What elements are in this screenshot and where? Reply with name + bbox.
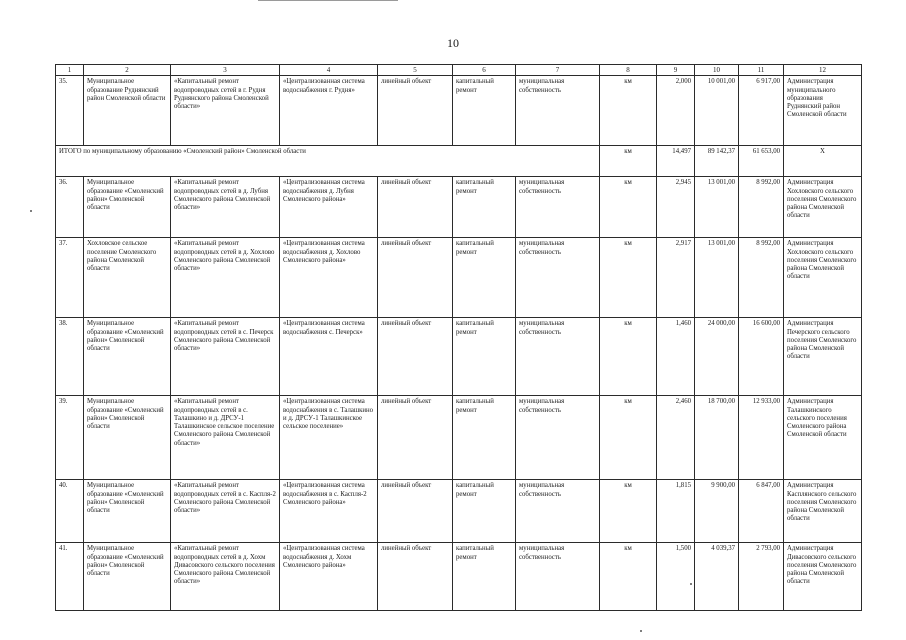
length-cell: 1,460 bbox=[657, 318, 695, 396]
object-type-cell: линейный объект bbox=[378, 238, 453, 318]
table-row bbox=[56, 177, 862, 238]
system-cell: «Централизованная система водоснабжения д. Лубня Смоленского района» bbox=[280, 177, 378, 238]
work-name-cell: «Капитальный ремонт водопроводных сетей в д. Лубня Смоленского района Смоленской области» bbox=[171, 177, 280, 238]
work-type-cell: капитальный ремонт bbox=[453, 238, 516, 318]
column-header: 1 bbox=[56, 65, 84, 76]
table-row bbox=[56, 543, 862, 611]
work-name-cell: «Капитальный ремонт водопроводных сетей в д. Хохлово Смоленского района Смоленской области» bbox=[171, 238, 280, 318]
cost-total-cell: 13 001,00 bbox=[695, 238, 739, 318]
unit-cell: км bbox=[600, 396, 657, 480]
system-cell: «Централизованная система водоснабжения с. Печерск» bbox=[280, 318, 378, 396]
length-cell: 1,500 bbox=[657, 543, 695, 611]
cost-part-cell: 6 917,00 bbox=[739, 76, 784, 146]
municipality-cell: Муниципальное образование «Смоленский район» Смоленской области bbox=[84, 396, 171, 480]
municipality-cell: Муниципальное образование «Смоленский район» Смоленской области bbox=[84, 318, 171, 396]
ownership-cell: муниципальная собственность bbox=[516, 238, 600, 318]
object-type-cell: линейный объект bbox=[378, 543, 453, 611]
column-header: 8 bbox=[600, 65, 657, 76]
column-header-row bbox=[56, 65, 862, 76]
ownership-cell: муниципальная собственность bbox=[516, 318, 600, 396]
row-number: 41. bbox=[56, 543, 84, 611]
cost-part-cell: 12 933,00 bbox=[739, 396, 784, 480]
column-header: 5 bbox=[378, 65, 453, 76]
cost-total-cell: 4 039,37 bbox=[695, 543, 739, 611]
objects-table bbox=[55, 64, 862, 611]
cost-part-cell: 6 847,00 bbox=[739, 480, 784, 543]
municipality-cell: Муниципальное образование «Смоленский район» Смоленской области bbox=[84, 177, 171, 238]
unit-cell: км bbox=[600, 76, 657, 146]
system-cell: «Централизованная система водоснабжения в с. Талашкино и д. ДРСУ-1 Талашкинское сельское поселение» bbox=[280, 396, 378, 480]
row-number: 36. bbox=[56, 177, 84, 238]
administration-cell: Администрация Печерского сельского поселения Смоленского района Смоленской области bbox=[784, 318, 862, 396]
object-type-cell: линейный объект bbox=[378, 76, 453, 146]
total-label: ИТОГО по муниципальному образованию «Смоленский район» Смоленской области bbox=[56, 146, 600, 177]
object-type-cell: линейный объект bbox=[378, 396, 453, 480]
ownership-cell: муниципальная собственность bbox=[516, 177, 600, 238]
length-cell: 2,460 bbox=[657, 396, 695, 480]
scan-speck bbox=[690, 583, 692, 585]
page-number: 10 bbox=[447, 36, 459, 50]
length-cell: 2,000 bbox=[657, 76, 695, 146]
row-number: 39. bbox=[56, 396, 84, 480]
total-cost: 89 142,37 bbox=[695, 146, 739, 177]
administration-cell: Администрация Хохловского сельского поселения Смоленского района Смоленской области bbox=[784, 177, 862, 238]
scan-speck bbox=[30, 210, 32, 212]
row-number: 35. bbox=[56, 76, 84, 146]
administration-cell: Администрация Хохловского сельского поселения Смоленского района Смоленской области bbox=[784, 238, 862, 318]
total-cost-part: 61 653,00 bbox=[739, 146, 784, 177]
top-rule bbox=[258, 0, 398, 1]
administration-cell: Администрация Касплянского сельского поселения Смоленского района Смоленской области bbox=[784, 480, 862, 543]
length-cell: 1,815 bbox=[657, 480, 695, 543]
work-type-cell: капитальный ремонт bbox=[453, 543, 516, 611]
ownership-cell: муниципальная собственность bbox=[516, 543, 600, 611]
ownership-cell: муниципальная собственность bbox=[516, 76, 600, 146]
column-header: 7 bbox=[516, 65, 600, 76]
length-cell: 2,917 bbox=[657, 238, 695, 318]
ownership-cell: муниципальная собственность bbox=[516, 396, 600, 480]
cost-total-cell: 9 900,00 bbox=[695, 480, 739, 543]
row-number: 37. bbox=[56, 238, 84, 318]
cost-total-cell: 18 700,00 bbox=[695, 396, 739, 480]
work-name-cell: «Капитальный ремонт водопроводных сетей в с. Талашкино и д. ДРСУ-1 Талашкинское сельское поселение Смоленского района Смоленской области» bbox=[171, 396, 280, 480]
administration-cell: Администрация муниципального образования Руднянский район Смоленской области bbox=[784, 76, 862, 146]
column-header: 9 bbox=[657, 65, 695, 76]
unit-cell: км bbox=[600, 177, 657, 238]
total-row bbox=[56, 146, 862, 177]
work-name-cell: «Капитальный ремонт водопроводных сетей в с. Печерск Смоленского района Смоленской области» bbox=[171, 318, 280, 396]
work-type-cell: капитальный ремонт bbox=[453, 177, 516, 238]
unit-cell: км bbox=[600, 318, 657, 396]
object-type-cell: линейный объект bbox=[378, 177, 453, 238]
cost-total-cell: 24 000,00 bbox=[695, 318, 739, 396]
municipality-cell: Муниципальное образование Руднянский район Смоленской области bbox=[84, 76, 171, 146]
total-mark: Х bbox=[784, 146, 862, 177]
work-type-cell: капитальный ремонт bbox=[453, 76, 516, 146]
table-row bbox=[56, 396, 862, 480]
administration-cell: Администрация Дивасовского сельского поселения Смоленского района Смоленской области bbox=[784, 543, 862, 611]
system-cell: «Централизованная система водоснабжения в с. Каспля-2 Смоленского района» bbox=[280, 480, 378, 543]
cost-part-cell: 8 992,00 bbox=[739, 177, 784, 238]
administration-cell: Администрация Талашкинского сельского поселения Смоленского района Смоленской области bbox=[784, 396, 862, 480]
work-type-cell: капитальный ремонт bbox=[453, 480, 516, 543]
cost-total-cell: 10 001,00 bbox=[695, 76, 739, 146]
unit-cell: км bbox=[600, 480, 657, 543]
ownership-cell: муниципальная собственность bbox=[516, 480, 600, 543]
work-name-cell: «Капитальный ремонт водопроводных сетей в г. Рудня Руднянского района Смоленской области» bbox=[171, 76, 280, 146]
work-type-cell: капитальный ремонт bbox=[453, 318, 516, 396]
scan-speck bbox=[640, 630, 642, 632]
length-cell: 2,945 bbox=[657, 177, 695, 238]
total-unit: км bbox=[600, 146, 657, 177]
column-header: 6 bbox=[453, 65, 516, 76]
cost-part-cell: 16 600,00 bbox=[739, 318, 784, 396]
work-name-cell: «Капитальный ремонт водопроводных сетей в с. Каспля-2 Смоленского района Смоленской области» bbox=[171, 480, 280, 543]
column-header: 2 bbox=[84, 65, 171, 76]
column-header: 10 bbox=[695, 65, 739, 76]
row-number: 40. bbox=[56, 480, 84, 543]
system-cell: «Централизованная система водоснабжения г. Рудня» bbox=[280, 76, 378, 146]
work-name-cell: «Капитальный ремонт водопроводных сетей в д. Хохм Дивасовского сельского поселения Смоленского района Смоленской области» bbox=[171, 543, 280, 611]
column-header: 12 bbox=[784, 65, 862, 76]
municipality-cell: Хохловское сельское поселение Смоленского района Смоленской области bbox=[84, 238, 171, 318]
unit-cell: км bbox=[600, 543, 657, 611]
object-type-cell: линейный объект bbox=[378, 318, 453, 396]
row-number: 38. bbox=[56, 318, 84, 396]
column-header: 4 bbox=[280, 65, 378, 76]
table-row bbox=[56, 238, 862, 318]
table-row bbox=[56, 76, 862, 146]
total-length: 14,497 bbox=[657, 146, 695, 177]
work-type-cell: капитальный ремонт bbox=[453, 396, 516, 480]
cost-part-cell: 8 992,00 bbox=[739, 238, 784, 318]
system-cell: «Централизованная система водоснабжения д. Хохм Смоленского района» bbox=[280, 543, 378, 611]
table-row bbox=[56, 480, 862, 543]
column-header: 3 bbox=[171, 65, 280, 76]
table-row bbox=[56, 318, 862, 396]
municipality-cell: Муниципальное образование «Смоленский район» Смоленской области bbox=[84, 480, 171, 543]
municipality-cell: Муниципальное образование «Смоленский район» Смоленской области bbox=[84, 543, 171, 611]
object-type-cell: линейный объект bbox=[378, 480, 453, 543]
cost-part-cell: 2 793,00 bbox=[739, 543, 784, 611]
cost-total-cell: 13 001,00 bbox=[695, 177, 739, 238]
unit-cell: км bbox=[600, 238, 657, 318]
column-header: 11 bbox=[739, 65, 784, 76]
system-cell: «Централизованная система водоснабжения д. Хохлово Смоленского района» bbox=[280, 238, 378, 318]
